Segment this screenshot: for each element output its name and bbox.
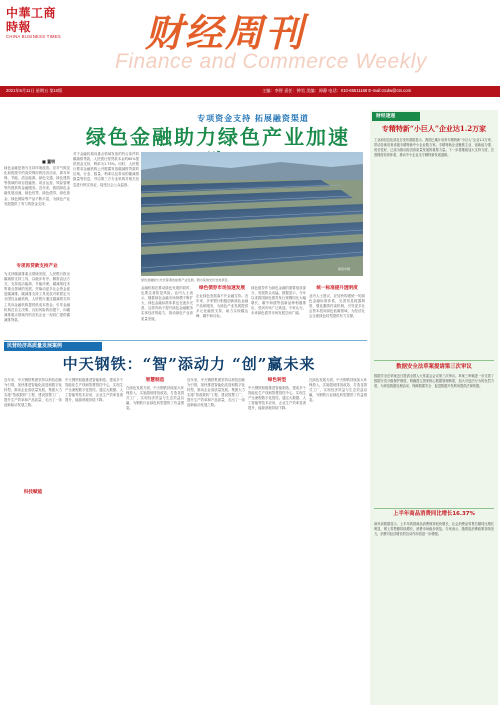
section2-col-5: 中天钢铁积极推进智能制造，建成多个智能化生产线和智慧管控中心，实现生产全流程数字化管控。通过大数据、人工智能等技术应用，企业生产效率显著提升，能源消耗持续下降。 — [248, 386, 306, 411]
solar-panels-image — [141, 152, 363, 276]
section-title-cn: 财经周刊 — [145, 10, 306, 55]
sidebar-story-3-text: 商务部数据显示，上半年我国商品消费保持较快增长，社会消费品零售总额同比增长明显，网上零售额持续增长，消费市场稳步恢复。专家表示，随着促消费政策持续发力，消费对经济增长的拉动作用将进一步增强。 — [374, 522, 494, 536]
photo-caption: 绿色金融助力光伏等清洁能源产业发展。图为某地光伏发电项目。 — [141, 278, 231, 282]
newspaper-logo[interactable] — [6, 6, 66, 40]
logo-cn: 中華工商時報 — [6, 6, 57, 34]
sidebar-story-2-text: 数据安全法草案近日提请全国人大常委会会议第三次审议。草案三审稿进一步完善了数据分类分级保护制度，明确建立国家核心数据管理制度，加大对违法行为的处罚力度，为规范数据处理活动、保障数据安全、促进数据开发利用提供法律依据。 — [374, 374, 494, 388]
section2-subhead-2: 智慧制造 — [145, 378, 165, 383]
section2-headline[interactable]: 中天钢铁：“智”添动力 “创”赢未来 — [62, 355, 316, 373]
section2-col-1: 近年来，中天钢铁集团坚持以科技创新为引领，加快推进智能化改造和数字化转型，推动企业高质量发展。集团大力实施“智改数转”工程，建设智慧工厂，提升生产效率和产品质量，走出了一条创新驱动发展之路。 — [4, 378, 62, 408]
right-sidebar-tag: 财经速递 — [372, 112, 420, 121]
sidebar-story-1-text: 工业和信息化部近日发布数据显示，我国已累计培育专精特新“小巨人”企业1.2万家，带动各地培育省级专精特新中小企业数万家。专精特新企业聚焦主业、创新能力强、成长性好，已成为推动经济高质量发展的重要力量。下一步将继续加大支持力度，完善梯度培育体系，推动中小企业走专精特新发展道路。 — [374, 138, 494, 157]
story-col-5: 绿色债券作为绿色金融的重要组成部分，发展势头迅猛。数据显示，今年以来我国绿色债券发行规模同比大幅增长，碳中和债等创新品种相继推出，受到市场广泛欢迎。专家认为，未来绿色债券市场发展空间广阔。 — [251, 286, 306, 316]
masthead-info-bar — [0, 86, 500, 97]
sidebar-story-3-headline[interactable]: 上半年商品消费同比增长16.37% — [393, 511, 475, 517]
story-byline: ■ 董明 — [42, 159, 56, 164]
section2-col-6: 在绿色发展方面，中天钢铁持续加大环保投入，实施超低排放改造，打造花园式工厂，实现经济效益与生态效益双赢，为钢铁行业绿色转型提供了有益借鉴。 — [309, 378, 367, 403]
story-headline[interactable]: 绿色金融助力绿色产业加速 — [86, 125, 350, 149]
story-subhead-3: 统一标准提升透明度 — [316, 286, 358, 291]
story-col-4: 企业绿色发展离不开金融支持。近年来，多家银行积极创新绿色金融产品和服务，为绿色产业发展提供多元化融资支持，助力实现碳达峰、碳中和目标。 — [196, 294, 248, 319]
section-title-en: Finance and Commerce Weekly — [115, 50, 427, 73]
sidebar-divider-1 — [374, 360, 494, 361]
section-tag: 民营经济高质量发展案例 — [4, 342, 102, 351]
section2-col-3: 在绿色发展方面，中天钢铁持续加大环保投入，实施超低排放改造，打造花园式工厂，实现经济效益与生态效益双赢，为钢铁行业绿色转型提供了有益借鉴。 — [126, 386, 184, 411]
story-col-6: 业内人士建议，应加快构建统一的绿色金融标准体系，完善信息披露制度，强化激励约束机制，引导更多社会资本投向绿色低碳领域，为经济社会全面绿色转型提供有力支撑。 — [309, 294, 365, 319]
story-subhead-1: 专项再贷款支持产业 — [16, 264, 58, 269]
story-col-3: 金融机构在推动绿色发展的同时，也要注意防范风险。业内人士表示，随着绿色金融市场规模不断扩大，绿色金融标准体系也在逐步完善，这将有助于提升绿色金融服务实体经济的能力，推动绿色产业高质量发展。 — [141, 286, 193, 321]
section2-col-2: 中天钢铁积极推进智能制造，建成多个智能化生产线和智慧管控中心，实现生产全流程数字化管控。通过大数据、人工智能等技术应用，企业生产效率显著提升，能源消耗持续下降。 — [65, 378, 123, 403]
section2-subhead-3: 绿色转型 — [267, 378, 287, 383]
story-col-2: 对于金融机构向重点领域发放的符合条件的碳减排贷款，人民银行按贷款本金的60%提供资金支持，利率为1.75%。同时，人民银行要求金融机构公开披露发放碳减排贷款的区域、行业、数量、利率以及带动的碳减排数量等信息，并由第三方专业机构对相关信息进行核实验证，接受社会公众监督。 — [73, 152, 139, 187]
section2-col-4: 近年来，中天钢铁集团坚持以科技创新为引领，加快推进智能化改造和数字化转型，推动企业高质量发展。集团大力实施“智改数转”工程，建设智慧工厂，提升生产效率和产品质量，走出了一条创新驱动发展之路。 — [187, 378, 245, 408]
story-tagline: 专项资金支持 拓展融资渠道 — [197, 113, 309, 123]
sidebar-story-2-headline[interactable]: 数据安全法草案提请第三次审议 — [396, 364, 472, 370]
date-line: 2021年6月11日 星期五 第10版 — [6, 88, 63, 93]
sidebar-divider-2 — [374, 508, 494, 509]
right-sidebar — [370, 110, 498, 705]
editor-line: 主编：李智 责任：钟昊 美编：郭静 电话：010-65511168 E-mail:ctcdw@ctn.com — [262, 88, 412, 93]
solar-farm-photo — [141, 152, 363, 276]
story-intro: 绿色金融是指为支持环境改善、应对气候变化和资源节约高效利用的经济活动，即对环保、节能、清洁能源、绿色交通、绿色建筑等领域的项目投融资、项目运营、风险管理等所提供的金融服务。近年来，我国绿色金融发展迅速，绿色信贷、绿色债券、绿色基金、绿色保险等产品不断丰富，为绿色产业发展提供了有力的资金支持。 — [4, 166, 70, 206]
section2-subhead-1: 科技赋能 — [23, 490, 43, 495]
story-col-1: 为支持碳减排重点领域发展，人民银行推出碳减排支持工具，以稳步有序、精准直达方式，支持清洁能源、节能环保、碳减排技术等重点领域的发展，并撬动更多社会资金促进碳减排。碳减排支持工具发放对象暂定为全国性金融机构，人民银行通过碳减排支持工具向金融机构提供低成本资金，引导金融机构在自主决策、自担风险的前提下，向碳减排重点领域内的各类企业一视同仁提供碳减排贷款。 — [4, 272, 70, 322]
section-divider — [4, 340, 367, 341]
photo-credit: 视觉中国 — [338, 267, 351, 271]
logo-en: CHINA BUSINESS TIMES — [6, 34, 62, 39]
story-subhead-2: 绿色债券市场加速发展 — [199, 286, 245, 291]
sidebar-story-1-headline[interactable]: 专精特新“小巨人”企业达1.2万家 — [381, 124, 487, 133]
masthead — [0, 0, 500, 108]
